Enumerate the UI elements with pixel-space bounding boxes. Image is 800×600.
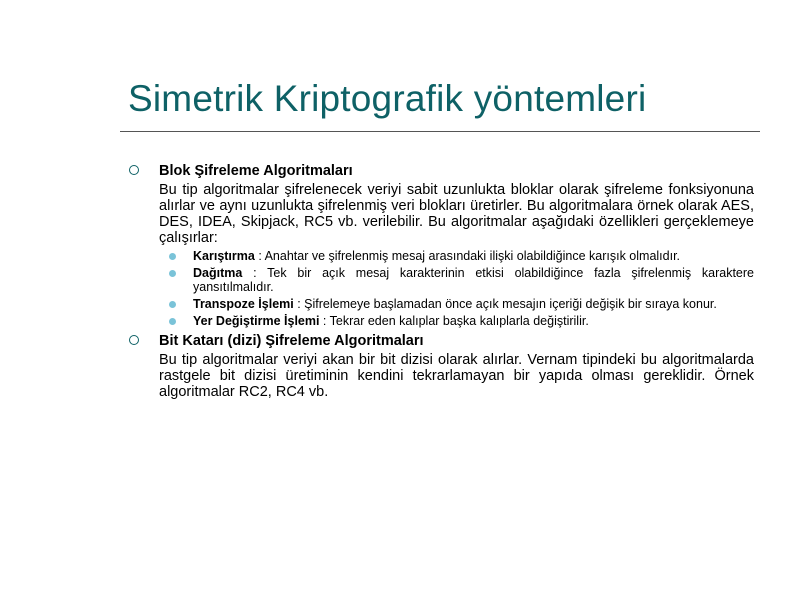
item-separator: :	[242, 266, 268, 280]
slide-content	[126, 162, 754, 400]
section-block-cipher	[126, 162, 754, 328]
section-heading: Bit Katarı (dizi) Şifreleme Algoritmaları	[159, 333, 424, 349]
list-item	[159, 297, 754, 311]
hollow-circle-bullet-icon	[129, 165, 139, 175]
item-text: Anahtar ve şifrelenmiş mesaj arasındaki ilişki olabildiğince karışık olmalıdır.	[264, 249, 681, 263]
section-stream-cipher	[126, 332, 754, 400]
dot-bullet-icon	[169, 318, 176, 325]
item-term: Yer Değiştirme İşlemi	[193, 314, 320, 328]
dot-bullet-icon	[169, 253, 176, 260]
slide-title: Simetrik Kriptografik yöntemleri	[128, 78, 647, 119]
item-text: Tek bir açık mesaj karakterinin etkisi olabildiğince fazla şifrelenmiş karaktere yansıtılmalıdır.	[193, 266, 754, 294]
section-paragraph: Bu tip algoritmalar veriyi akan bir bit dizisi olarak alırlar. Vernam tipindeki bu algoritmalarda rastgele bit dizisi üretiminin kendini tekrarlamayan bir yapıda olması gereklidir. Örnek algoritmalar RC2, RC4 vb.	[159, 352, 754, 400]
title-divider	[120, 131, 760, 132]
dot-bullet-icon	[169, 270, 176, 277]
item-text: Tekrar eden kalıplar başka kalıplarla değiştirilir.	[329, 314, 589, 328]
item-separator: :	[254, 249, 265, 263]
list-item	[159, 314, 754, 328]
hollow-circle-bullet-icon	[129, 335, 139, 345]
item-term: Karıştırma	[193, 249, 255, 263]
item-term: Transpoze İşlemi	[193, 297, 294, 311]
section-paragraph: Bu tip algoritmalar şifrelenecek veriyi sabit uzunlukta bloklar olarak şifreleme fonksiyonuna alırlar ve aynı uzunlukta şifrelenmiş veri blokları üretirler. Bu algoritmalara örnek olarak AES, DES, IDEA, Skipjack, RC5 vb. verilebilir. Bu algoritmalar aşağıdaki özellikleri gerçeklemeye çalışırlar:	[159, 182, 754, 246]
list-item	[159, 266, 754, 294]
item-separator: :	[319, 314, 330, 328]
item-separator: :	[293, 297, 305, 311]
dot-bullet-icon	[169, 301, 176, 308]
item-text: Şifrelemeye başlamadan önce açık mesajın içeriği değişik bir sıraya konur.	[304, 297, 717, 311]
section-heading: Blok Şifreleme Algoritmaları	[159, 163, 353, 179]
list-item	[159, 249, 754, 263]
item-term: Dağıtma	[193, 266, 243, 280]
